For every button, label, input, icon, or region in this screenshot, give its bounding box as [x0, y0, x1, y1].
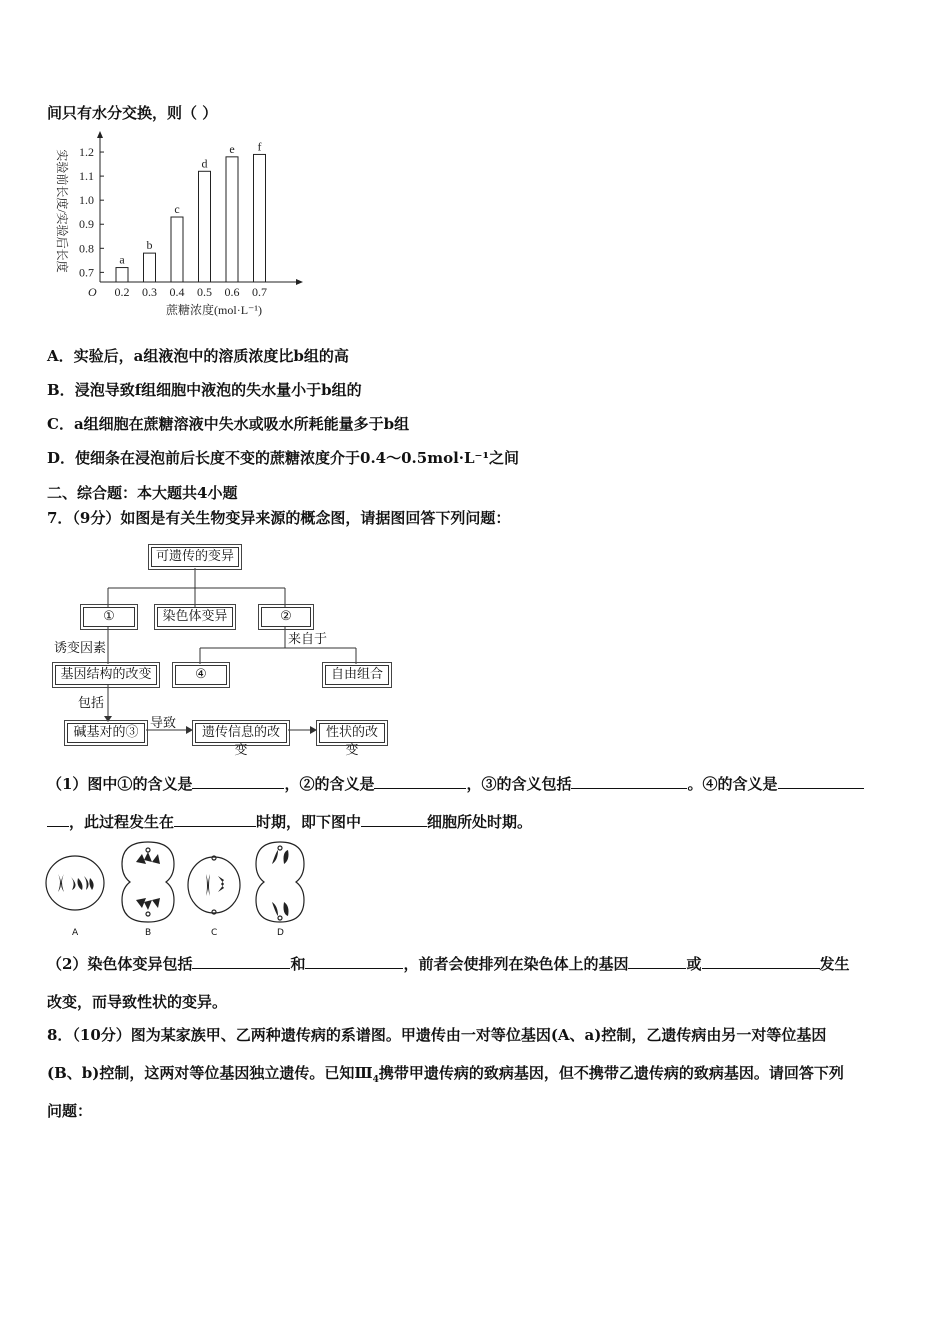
q7-header: 7．（9分）如图是有关生物变异来源的概念图，请据图回答下列问题：	[47, 509, 511, 527]
cell-label-d: D	[277, 928, 284, 938]
label-mutagen: 诱变因素	[54, 641, 107, 656]
option-a: A．实验后，a组液泡中的溶质浓度比b组的高	[47, 347, 349, 365]
node-heritable-variation: 可遗传的变异	[148, 544, 242, 570]
y-tick-label-1.1: 1.1	[79, 169, 94, 184]
y-tick-label-1.2: 1.2	[79, 145, 94, 160]
q7-part2-line1: （2）染色体变异包括 和 ，前者会使排列在染色体上的基因 或 发生	[47, 955, 850, 973]
q6-bar-chart	[44, 130, 304, 320]
label-from: 来自于	[288, 632, 328, 647]
q7-part1-line1: （1）图中①的含义是 ，②的含义是 ，③的含义包括 。④的含义是	[47, 773, 864, 794]
bar-label-f: f	[257, 139, 262, 154]
bar-label-b: b	[146, 238, 153, 253]
bar-a	[116, 268, 128, 282]
q8-line1: 8．（10分）图为某家族甲、乙两种遗传病的系谱图。甲遗传由一对等位基因(A、a)控制，乙遗传病由另一对等位基因	[47, 1026, 827, 1044]
node-4: ④	[172, 662, 230, 688]
cell-label-a: A	[72, 928, 79, 938]
node-1: ①	[80, 604, 138, 630]
y-tick-label-1.0: 1.0	[79, 193, 94, 208]
cell-a	[46, 856, 104, 910]
cell-label-c: C	[211, 928, 218, 938]
blank-9[interactable]	[628, 954, 686, 969]
cell-label-b: B	[145, 928, 152, 938]
x-axis-arrow	[296, 279, 303, 285]
node-base-pair: 碱基对的③	[64, 720, 148, 746]
cell-drawings	[44, 840, 314, 940]
node-free-combination: 自由组合	[322, 662, 392, 688]
y-tick-label-0.9: 0.9	[79, 217, 94, 232]
bar-e	[226, 157, 238, 282]
blank-10[interactable]	[702, 954, 820, 969]
y-axis-label: 实验前长度/实验后长度	[55, 149, 69, 273]
blank-2[interactable]	[374, 774, 466, 789]
x-axis-label: 蔗糖浓度(mol·L⁻¹)	[166, 303, 262, 317]
section-heading: 二、综合题：本大题共4小题	[47, 484, 238, 502]
option-b: B．浸泡导致f组细胞中液泡的失水量小于b组的	[47, 381, 362, 399]
x-tick-label-0.5: 0.5	[197, 285, 212, 299]
label-include: 包括	[78, 696, 105, 711]
bar-label-d: d	[201, 156, 208, 171]
y-tick-label-0.7: 0.7	[79, 265, 94, 280]
bar-b	[144, 253, 156, 282]
x-tick-label-0.7: 0.7	[252, 285, 267, 299]
q7-part1-line2: ，此过程发生在 时期，即下图中 细胞所处时期。	[47, 811, 532, 832]
blank-6[interactable]	[361, 812, 427, 827]
x-tick-label-0.6: 0.6	[224, 285, 240, 299]
blank-3[interactable]	[571, 774, 687, 789]
x-tick-label-0.4: 0.4	[169, 285, 185, 299]
option-c: C．a组细胞在蔗糖溶液中失水或吸水所耗能量多于b组	[47, 415, 410, 433]
bar-f	[254, 154, 266, 282]
blank-5[interactable]	[174, 812, 256, 827]
q6-stem-tail: 间只有水分交换，则（ ）	[47, 104, 218, 122]
node-chromosome-variation: 染色体变异	[154, 604, 236, 630]
node-trait-change: 性状的改变	[316, 720, 388, 746]
blank-8[interactable]	[305, 954, 403, 969]
bar-label-a: a	[119, 252, 125, 267]
y-tick-label-0.8: 0.8	[79, 241, 94, 256]
option-d: D．使细条在浸泡前后长度不变的蔗糖浓度介于0.4～0.5mol·L⁻¹之间	[47, 449, 520, 467]
bar-c	[171, 217, 183, 282]
blank-1[interactable]	[192, 774, 284, 789]
q7-part2-line2: 改变，而导致性状的变异。	[47, 993, 228, 1011]
q8-line3: 问题：	[47, 1102, 93, 1120]
blank-7[interactable]	[192, 954, 290, 969]
node-genetic-info: 遗传信息的改变	[192, 720, 290, 746]
bar-label-c: c	[174, 202, 180, 217]
cell-c	[188, 856, 240, 914]
node-gene-structure: 基因结构的改变	[52, 662, 160, 688]
blank-4-cont[interactable]	[47, 812, 69, 827]
x-tick-label-0.3: 0.3	[142, 285, 157, 299]
origin-label: O	[88, 285, 97, 299]
cell-d	[256, 842, 304, 922]
q8-line2: (B、b)控制，这两对等位基因独立遗传。已知$Ⅲ_4$携带甲遗传病的致病基因，但不携带乙遗传病的致病基因。请回答下列	[47, 1064, 844, 1085]
bar-d	[199, 171, 211, 282]
y-axis-arrow	[97, 131, 103, 138]
label-lead: 导致	[150, 716, 177, 731]
cell-figures	[44, 840, 314, 940]
x-tick-label-0.2: 0.2	[114, 285, 130, 299]
bar-label-e: e	[229, 141, 235, 156]
node-2: ②	[258, 604, 314, 630]
cell-b	[122, 842, 174, 922]
blank-4[interactable]	[778, 774, 864, 789]
concept-diagram	[50, 540, 400, 758]
